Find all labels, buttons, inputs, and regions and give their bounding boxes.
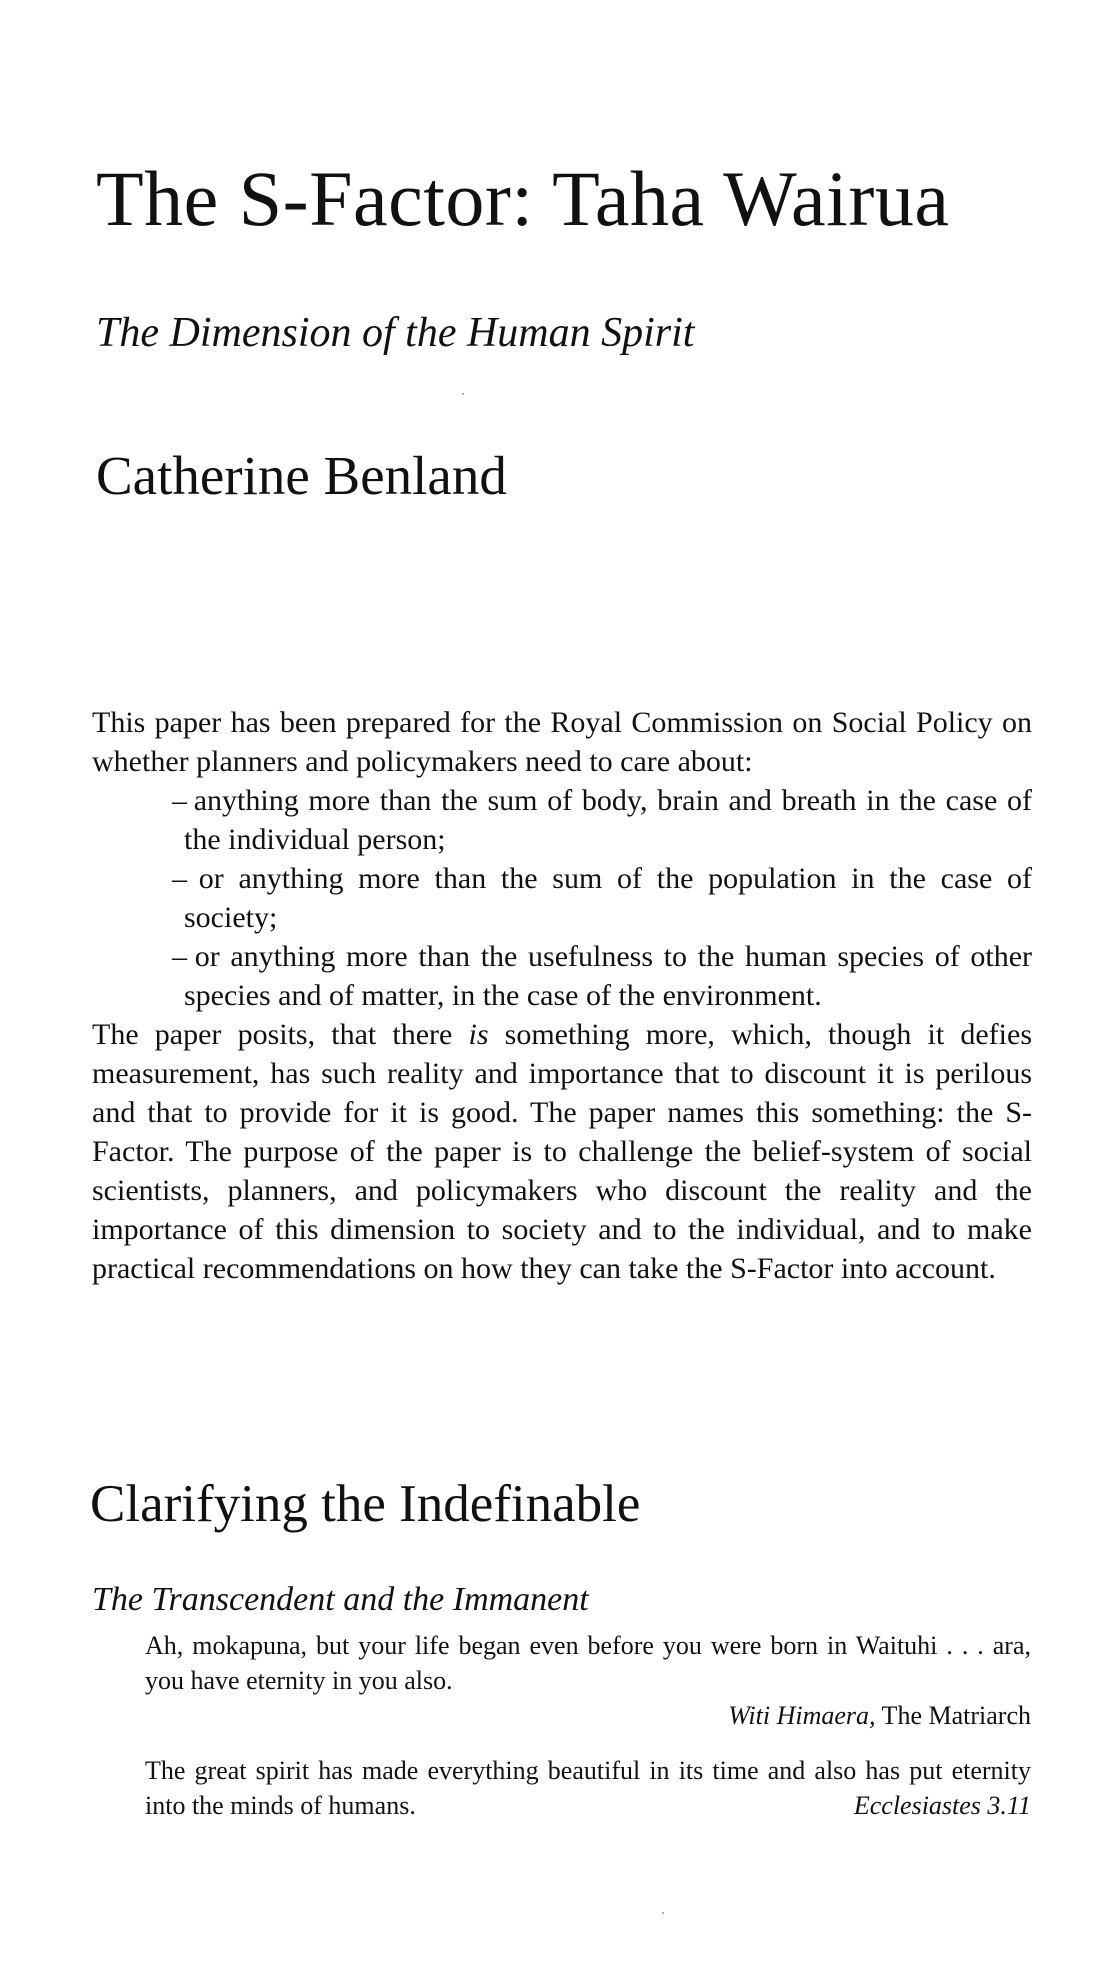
author-name: Catherine Benland [96, 445, 507, 506]
quote-attribution [145, 1698, 1031, 1733]
quote-author: Witi Himaera, [728, 1701, 876, 1730]
document-title: The S-Factor: Taha Wairua [96, 155, 950, 242]
quote-body: The great spirit has made everything beautiful in its time and also has put eternity into the minds of humans. [145, 1756, 1031, 1820]
intro-purpose-paragraph [92, 1015, 1032, 1288]
quote-source: Ecclesiastes 3.11 [853, 1791, 1031, 1820]
paragraph-text: The paper posits, that there [92, 1018, 469, 1051]
list-item [92, 859, 1032, 937]
emphasis-text: is [468, 1018, 489, 1051]
document-subtitle: The Dimension of the Human Spirit [96, 310, 695, 356]
epigraph-quote [145, 1753, 1031, 1823]
epigraph-quote [145, 1628, 1031, 1733]
section-subheading: The Transcendent and the Immanent [92, 1581, 589, 1618]
quote-text [145, 1753, 1031, 1823]
dash-marker: – [172, 940, 187, 973]
list-item [92, 781, 1032, 859]
quote-work: The Matriarch [875, 1701, 1031, 1730]
section-heading: Clarifying the Indefinable [90, 1475, 641, 1533]
intro-lead-paragraph: This paper has been prepared for the Royal Commission on Social Policy on whether planners and policymakers need to care about: [92, 706, 1032, 778]
scan-speck [662, 1912, 664, 1914]
quote-text: Ah, mokapuna, but your life began even before you were born in Waituhi . . . ara, you have eternity in you also. [145, 1631, 1031, 1695]
list-item [92, 937, 1032, 1015]
dash-marker: – [172, 784, 187, 817]
dash-marker: – [172, 862, 187, 895]
intro-bullet-list [92, 781, 1032, 1015]
scan-speck [462, 393, 464, 395]
list-item-text: anything more than the sum of body, brain and breath in the case of the individual person; [184, 784, 1032, 856]
intro-section [92, 703, 1032, 1288]
paragraph-text: something more, which, though it defies measurement, has such reality and importance that to discount it is perilous and that to provide for it is good. The paper names this something: the S-Factor. The purpose of the paper is to challenge the belief-system of social scientists, planners, and policymakers who discount the reality and the importance of this dimension to society and to the individual, and to make practical recommendations on how they can take the S-Factor into account. [92, 1018, 1032, 1285]
list-item-text: or anything more than the sum of the population in the case of society; [184, 862, 1033, 934]
list-item-text: or anything more than the usefulness to the human species of other species and of matter, in the case of the environment. [184, 940, 1033, 1012]
